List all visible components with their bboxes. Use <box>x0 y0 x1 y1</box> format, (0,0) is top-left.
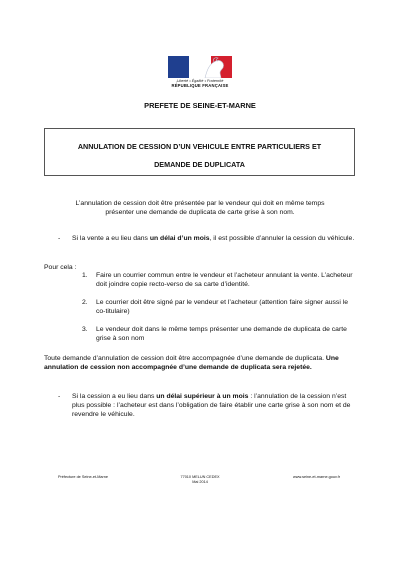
prefecture-heading: PREFETE DE SEINE-ET-MARNE <box>144 101 256 110</box>
republique-francaise-logo <box>168 56 232 88</box>
bullet2-post: : l’annulation de la cession n’est plus possible : l’acheteur est dans l’obligation de faire établir une carte grise à son nom et de revendre le véhicule. <box>72 393 351 418</box>
footer-address <box>0 475 400 485</box>
document-title-box <box>44 128 355 176</box>
footer-date: Mai 2014 <box>192 480 208 484</box>
bullet-over-one-month-text <box>72 392 358 419</box>
tricolor-flag <box>168 56 232 78</box>
step-text: Le courrier doit être signé par le vendeur et l’acheteur (attention faire signer aussi le co-titulaire) <box>96 299 349 315</box>
marianne-icon <box>203 56 229 78</box>
footer-postal: 77010 MELUN CEDEX <box>180 475 220 479</box>
bullet-dash: - <box>58 393 61 400</box>
logo-republic: RÉPUBLIQUE FRANÇAISE <box>171 83 229 88</box>
step-number: 3. <box>82 326 88 333</box>
step-number: 1. <box>82 272 88 279</box>
footer-website-link[interactable]: www.seine-et-marne.gouv.fr <box>293 475 340 479</box>
bullet1-post: , il est possible d’annuler la cession du véhicule. <box>209 235 355 242</box>
bullet-one-month-text <box>72 234 358 243</box>
document-title-line1: ANNULATION DE CESSION D’UN VEHICULE ENTRE PARTICULIERS ET <box>77 142 322 151</box>
bullet2-bold: un délai supérieur à un mois <box>156 393 249 400</box>
intro-paragraph <box>44 199 356 217</box>
step-number: 2. <box>82 299 88 306</box>
bullet2-pre: Si la cession a eu lieu dans <box>72 393 157 400</box>
intro-line1: L’annulation de cession doit être présentée par le vendeur qui doit en même temps <box>75 200 325 207</box>
bullet1-bold: un délai d’un mois <box>149 235 210 242</box>
pour-cela-label: Pour cela : <box>44 264 77 271</box>
step-text: Le vendeur doit dans le même temps présenter une demande de duplicata de carte grise à son nom <box>96 326 347 342</box>
bullet-dash: - <box>58 235 61 242</box>
warning-pre: Toute demande d’annulation de cession doit être accompagnée d’une demande de duplicata. <box>44 355 326 362</box>
document-title-line2: DEMANDE DE DUPLICATA <box>154 160 245 169</box>
logo-motto: Liberté • Égalité • Fraternité <box>176 79 224 83</box>
duplicata-warning-paragraph <box>44 354 358 372</box>
warning-bold: Une annulation de cession non accompagnée d’une demande de duplicata sera rejetée. <box>44 355 339 371</box>
footer-prefecture: Préfecture de Seine-et-Marne <box>58 475 109 479</box>
intro-line2: présenter une demande de duplicata de carte grise à son nom. <box>105 209 295 216</box>
bullet1-pre: Si la vente a eu lieu dans <box>72 235 150 242</box>
step-text: Faire un courrier commun entre le vendeur et l’acheteur annulant la vente. L’acheteur doit joindre copie recto-verso de sa carte d’identité. <box>96 272 353 288</box>
